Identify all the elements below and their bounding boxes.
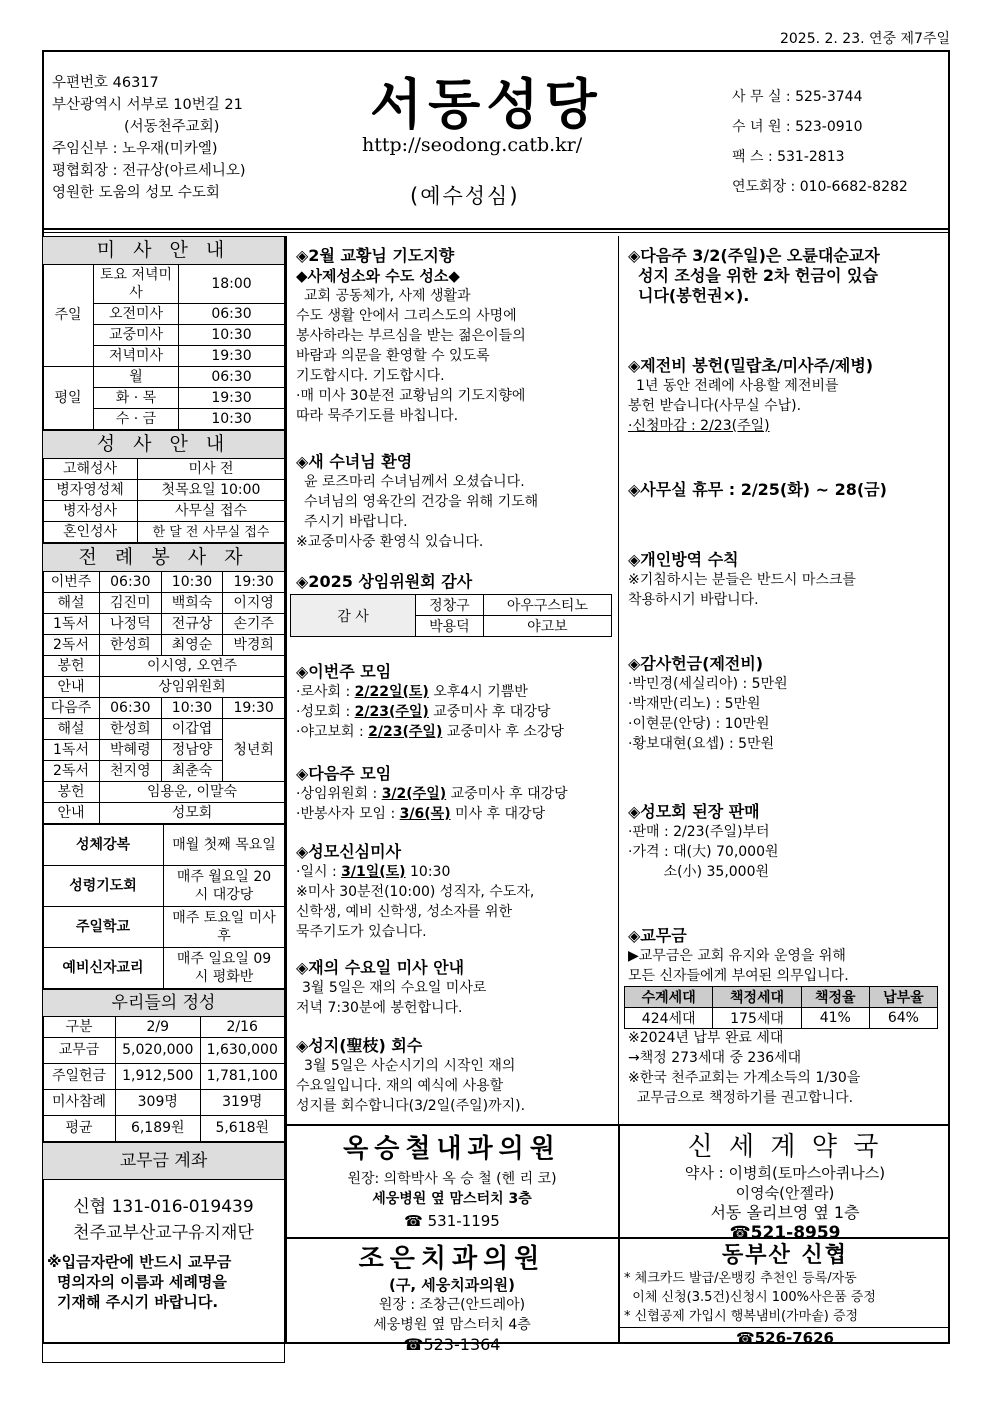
mass-time: 10:30 <box>179 325 285 346</box>
mass-date-time: 10:30 <box>405 864 451 880</box>
time: 10:30 <box>161 572 223 593</box>
meeting-name: 주일학교 <box>43 907 164 948</box>
ad-name: 조은치과의원 <box>358 1244 546 1274</box>
meeting-name: 예비신자교리 <box>43 948 164 989</box>
sacrament-table <box>42 430 285 543</box>
text-line: 윤 로즈마리 수녀님께서 오셨습니다. <box>304 474 525 490</box>
auditor-baptism: 아우구스티노 <box>483 595 611 616</box>
role: 1독서 <box>43 740 100 761</box>
text-line: ·판매 : 2/23(주일)부터 <box>628 824 770 840</box>
text-line: 교무금으로 책정하기를 권고합니다. <box>628 1090 854 1106</box>
meeting-time: 매주 토요일 미사 후 <box>164 907 285 948</box>
server: 이지영 <box>223 593 285 614</box>
offering-head: 2/16 <box>200 1017 285 1038</box>
column-divider-right <box>618 236 619 1124</box>
sacrament-name: 고해성사 <box>43 459 138 480</box>
donor-line: ·이현문(안당) : 10만원 <box>628 716 770 732</box>
text-line: 수도 생활 안에서 그리스도의 사명에 <box>296 308 517 324</box>
week-label: 이번주 <box>43 572 100 593</box>
meeting-time: 매월 첫째 목요일 <box>164 825 285 866</box>
memorial-phone: 연도회장 : 010-6682-8282 <box>732 179 908 195</box>
servers-title: 전 례 봉 사 자 <box>43 544 285 572</box>
mass-time: 18:00 <box>179 265 285 304</box>
mass-time: 06:30 <box>179 304 285 325</box>
meeting-time: 매주 일요일 09시 평화반 <box>164 948 285 989</box>
offering-value: 5,020,000 <box>116 1038 201 1064</box>
ad-line: 원장 : 조창근(안드레아) <box>378 1297 526 1313</box>
text-line: 수요일입니다. 재의 예식에 사용할 <box>296 1078 504 1094</box>
server: 최춘숙 <box>161 761 223 782</box>
meeting-label: ·상임위원회 : <box>296 786 382 802</box>
section-title: ◈재의 수요일 미사 안내 <box>296 958 465 977</box>
account-number: 신협 131-016-019439 <box>73 1197 254 1217</box>
mass-day: 월 <box>94 367 179 388</box>
offering-value: 5,618원 <box>200 1116 285 1142</box>
audit-table <box>290 594 612 637</box>
server: 한성희 <box>100 635 162 656</box>
ad-line: 서동 올리브영 옆 1층 <box>710 1203 860 1222</box>
ad-line: (구, 세웅치과의원) <box>388 1276 516 1294</box>
time: 19:30 <box>223 698 285 719</box>
section-title: ◈다음주 3/2(주일)은 오륜대순교자 <box>628 246 880 265</box>
dues-value: 41% <box>801 1008 869 1029</box>
offering-value: 1,912,500 <box>116 1064 201 1090</box>
text-line: →책정 273세대 중 236세대 <box>628 1050 802 1066</box>
dues-value: 424세대 <box>625 1008 713 1029</box>
section-title: ◈새 수녀님 환영 <box>296 452 413 471</box>
text-line: 기도합시다. 기도합시다. <box>296 368 445 384</box>
account-note-line: 기재해 주시기 바랍니다. <box>57 1293 219 1311</box>
role: 해설 <box>43 593 100 614</box>
meeting-detail: 교중미사 후 대강당 <box>428 704 551 720</box>
mass-date: 3/1일(토) <box>341 864 406 880</box>
dues-head: 책정율 <box>801 987 869 1008</box>
account-holder: 천주교부산교구유지재단 <box>73 1223 254 1243</box>
meeting-detail: 교중미사 후 소강당 <box>442 724 564 740</box>
time: 06:30 <box>100 698 162 719</box>
account-note <box>43 1252 284 1312</box>
auditor-baptism: 야고보 <box>483 616 611 637</box>
ad-phone: ☎521-8959 <box>729 1223 841 1243</box>
section-title: 니다(봉헌권×). <box>638 286 750 305</box>
text-line: 성지를 회수합니다(3/2일(주일)까지). <box>296 1098 526 1114</box>
mass-table <box>42 236 285 430</box>
ad-line: * 신협공제 가입시 행복냄비(가마솥) 증정 <box>624 1309 859 1324</box>
meeting-line <box>296 784 568 804</box>
account-note-line: ※입금자란에 반드시 교무금 <box>47 1253 232 1271</box>
text-line: 교회 공동체가, 사제 생활과 <box>304 288 471 304</box>
text-line: 묵주기도가 있습니다. <box>296 924 427 940</box>
dues-value: 64% <box>869 1008 937 1029</box>
meeting-name: 성령기도회 <box>43 866 164 907</box>
section-title: ◈성모신심미사 <box>296 842 402 861</box>
section-title: ◈제전비 봉헌(밀랍초/미사주/제병) <box>628 356 874 375</box>
fax: 팩 스 : 531-2813 <box>732 149 845 165</box>
offering-value: 6,189원 <box>116 1116 201 1142</box>
dues-notes <box>628 1028 860 1108</box>
donor-line: ·박재만(리노) : 5만원 <box>628 696 761 712</box>
office-phone: 사 무 실 : 525-3744 <box>732 89 863 105</box>
this-week-meetings <box>296 662 564 742</box>
text-line: ※기침하시는 분들은 반드시 마스크를 <box>628 572 856 588</box>
meeting-line <box>296 804 568 824</box>
text-line: 봉헌 받습니다(사무실 수납). <box>628 398 802 414</box>
church-dues <box>628 926 849 986</box>
ad-line: 원장: 의학박사 옥 승 철 (헨 리 코) <box>347 1171 557 1187</box>
server: 박경희 <box>223 635 285 656</box>
second-collection-notice <box>628 246 880 306</box>
text-line: ※미사 30분전(10:00) 성직자, 수도자, <box>296 884 535 900</box>
mass-time: 10:30 <box>179 409 285 430</box>
website-link[interactable]: http://seodong.catb.kr/ <box>362 134 583 156</box>
ad-line: 세웅병원 옆 맘스터치 4층 <box>373 1317 531 1333</box>
offering-label: 평균 <box>43 1116 116 1142</box>
mass-title: 미 사 안 내 <box>43 237 285 265</box>
motto: (예수성심) <box>410 184 520 208</box>
offering-label: 주일헌금 <box>43 1064 116 1090</box>
page-title: 서동성당 <box>370 73 603 136</box>
server: 전규상 <box>161 614 223 635</box>
address: 부산광역시 서부로 10번길 21 <box>52 97 243 113</box>
thanks-offering <box>628 654 788 754</box>
dues-head: 책정세대 <box>713 987 801 1008</box>
new-nun <box>296 452 538 552</box>
servers-table <box>42 543 285 824</box>
pastor: 주임신부 : 노우재(미카엘) <box>52 141 218 157</box>
ad-line: * 체크카드 발급/온뱅킹 추천인 등록/자동 <box>624 1271 857 1286</box>
section-title: ◈교무금 <box>628 926 687 945</box>
role: 해설 <box>43 719 100 740</box>
text-line: ·매 미사 30분전 교황님의 기도지향에 <box>296 388 526 404</box>
audit-section <box>296 572 472 592</box>
date-line: 2025. 2. 23. 연중 제7주일 <box>779 31 950 47</box>
mass-name: 저녁미사 <box>94 346 179 367</box>
text-line: 바람과 의문을 환영할 수 있도록 <box>296 348 490 364</box>
mass-day: 수 · 금 <box>94 409 179 430</box>
server: 한성희 <box>100 719 162 740</box>
header-contacts <box>732 82 908 202</box>
server: 손기주 <box>223 614 285 635</box>
marian-mass <box>296 842 534 942</box>
text-line: 주시기 바랍니다. <box>304 514 408 530</box>
left-column <box>42 236 285 1363</box>
offering-table <box>42 989 285 1142</box>
ad-dental-clinic <box>287 1238 617 1355</box>
header-divider-thin <box>42 232 950 233</box>
section-subtitle: ◆사제성소와 수도 성소◆ <box>296 267 460 285</box>
ad-name: 동부산 신협 <box>722 1243 848 1268</box>
dues-value: 175세대 <box>713 1008 801 1029</box>
section-title: ◈개인방역 수칙 <box>628 550 739 569</box>
mass-name: 오전미사 <box>94 304 179 325</box>
mass-name: 토요 저녁미사 <box>94 265 179 304</box>
account-title: 교무금 계좌 <box>43 1143 285 1180</box>
server: 상임위원회 <box>100 677 285 698</box>
mass-time: 19:30 <box>179 388 285 409</box>
server: 정남양 <box>161 740 223 761</box>
deadline: ·신청마감 : 2/23(주일) <box>628 418 770 434</box>
meeting-time: 매주 월요일 20시 대강당 <box>164 866 285 907</box>
text-line: 신학생, 예비 신학생, 성소자를 위한 <box>296 904 513 920</box>
sunday-label: 주일 <box>43 265 94 367</box>
section-title: ◈성모회 된장 판매 <box>628 802 760 821</box>
ad-pharmacy <box>620 1126 950 1243</box>
text-line: 착용하시기 바랍니다. <box>628 592 759 608</box>
ad-line: 이체 신청(3.5건)신청시 100%사은품 증정 <box>624 1290 876 1305</box>
section-title: ◈이번주 모임 <box>296 662 392 681</box>
text-line: ※교중미사중 환영식 있습니다. <box>296 534 484 550</box>
sacrament-title: 성 사 안 내 <box>43 431 285 459</box>
server: 이시영, 오연주 <box>100 656 285 677</box>
meeting-line <box>296 722 564 742</box>
ad-name: 옥승철내과의원 <box>343 1134 561 1164</box>
server: 나정덕 <box>100 614 162 635</box>
text-line: ▶교무금은 교회 유지와 운영을 위해 <box>628 948 846 964</box>
text-line: 봉사하라는 부르심을 받는 젊은이들의 <box>296 328 526 344</box>
account-body <box>43 1180 285 1363</box>
text-line: 저녁 7:30분에 봉헌합니다. <box>296 1000 463 1016</box>
donor-line: ·황보대현(요셉) : 5만원 <box>628 736 775 752</box>
mass-time: 06:30 <box>179 367 285 388</box>
zip-code: 우편번호 46317 <box>52 75 159 91</box>
time: 06:30 <box>100 572 162 593</box>
server: 박혜령 <box>100 740 162 761</box>
mass-date-line <box>296 862 534 882</box>
office-closed <box>628 480 887 500</box>
meeting-line <box>296 682 564 702</box>
server: 임용운, 이말숙 <box>100 782 285 803</box>
palm-collection <box>296 1036 525 1116</box>
meeting-label: ·로사회 : <box>296 684 355 700</box>
pope-intention <box>296 246 526 426</box>
ad-line: 세웅병원 옆 맘스터치 3층 <box>372 1191 532 1207</box>
section-title: ◈2025 상임위원회 감사 <box>296 572 473 591</box>
role: 안내 <box>43 677 100 698</box>
meeting-date: 2/22일(토) <box>354 684 429 700</box>
donor-line: ·박민경(세실리아) : 5만원 <box>628 676 788 692</box>
section-title: ◈성지(聖枝) 회수 <box>296 1036 423 1055</box>
covid-rules <box>628 550 856 610</box>
section-title: ◈2월 교황님 기도지향 <box>296 246 455 265</box>
meeting-date: 3/6(목) <box>399 806 451 822</box>
ad-line: 약사 : 이병희(토마스아퀴나스) <box>684 1164 886 1182</box>
dues-head: 납부율 <box>869 987 937 1008</box>
sacrament-name: 혼인성사 <box>43 522 138 543</box>
server: 백희숙 <box>161 593 223 614</box>
week-label: 다음주 <box>43 698 100 719</box>
server: 천지영 <box>100 761 162 782</box>
offering-value: 1,781,100 <box>200 1064 285 1090</box>
mass-name: 교중미사 <box>94 325 179 346</box>
ad-internal-clinic <box>287 1128 617 1231</box>
section-title: ◈다음주 모임 <box>296 764 392 783</box>
meeting-label: ·반봉사자 모임 : <box>296 806 400 822</box>
weekday-label: 평일 <box>43 367 94 430</box>
offering-head: 구분 <box>43 1017 116 1038</box>
dues-head: 수계세대 <box>625 987 713 1008</box>
church-name-sub: (서동천주교회) <box>124 119 220 135</box>
role: 2독서 <box>43 761 100 782</box>
role: 1독서 <box>43 614 100 635</box>
auditor-name: 정창구 <box>416 595 484 616</box>
sacrament-info: 한 달 전 사무실 접수 <box>138 522 285 543</box>
header-left <box>52 72 246 204</box>
server: 최영순 <box>161 635 223 656</box>
text-line: 모든 신자들에게 부여된 의무입니다. <box>628 968 849 984</box>
meeting-detail: 오후4시 기쁨반 <box>428 684 528 700</box>
youth-group: 청년회 <box>223 719 285 782</box>
mass-date-label: ·일시 : <box>296 864 342 880</box>
account-box <box>42 1142 285 1363</box>
role: 안내 <box>43 803 100 824</box>
meeting-name: 성체강복 <box>43 825 164 866</box>
doenjang-sale <box>628 802 779 882</box>
offering-title: 우리들의 정성 <box>43 990 285 1017</box>
offering-label: 미사참례 <box>43 1090 116 1116</box>
text-line: 따라 묵주기도를 바칩니다. <box>296 408 459 424</box>
text-line: 3월 5일은 재의 수요일 미사로 <box>302 980 487 996</box>
religious-order: 영원한 도움의 성모 수도회 <box>52 185 220 201</box>
section-title: ◈사무실 휴무 : 2/25(화) ~ 28(금) <box>628 480 887 499</box>
server: 김진미 <box>100 593 162 614</box>
section-title: ◈감사헌금(제전비) <box>628 654 764 673</box>
server: 이갑엽 <box>161 719 223 740</box>
offering-label: 교무금 <box>43 1038 116 1064</box>
text-line: ※한국 천주교회는 가계소득의 1/30을 <box>628 1070 861 1086</box>
auditor-name: 박용덕 <box>416 616 484 637</box>
audit-label: 감 사 <box>291 595 416 637</box>
ad-credit-union <box>620 1238 950 1348</box>
convent-phone: 수 녀 원 : 523-0910 <box>732 119 863 135</box>
sacrament-info: 사무실 접수 <box>138 501 285 522</box>
role: 2독서 <box>43 635 100 656</box>
text-line: ·가격 : 대(大) 70,000원 <box>628 844 779 860</box>
offering-value: 1,630,000 <box>200 1038 285 1064</box>
ad-name: 신 세 계 약 국 <box>687 1132 883 1162</box>
ad-line: 이영숙(안젤라) <box>735 1184 835 1202</box>
meeting-detail: 미사 후 대강당 <box>450 806 546 822</box>
ad-phone: ☎ 531-1195 <box>404 1212 500 1230</box>
meeting-date: 2/23(주일) <box>368 724 443 740</box>
mass-time: 19:30 <box>179 346 285 367</box>
meeting-label: ·성모회 : <box>296 704 355 720</box>
role: 봉헌 <box>43 782 100 803</box>
account-note-line: 명의자의 이름과 세례명을 <box>57 1273 227 1291</box>
ash-wednesday <box>296 958 486 1018</box>
server: 성모회 <box>100 803 285 824</box>
time: 10:30 <box>161 698 223 719</box>
meetings-table <box>42 824 285 989</box>
sacrament-name: 병자영성체 <box>43 480 138 501</box>
offering-value: 319명 <box>200 1090 285 1116</box>
text-line: 1년 동안 전례에 사용할 제전비를 <box>636 378 839 394</box>
time: 19:30 <box>223 572 285 593</box>
dues-table <box>624 986 938 1029</box>
sacrament-info: 미사 전 <box>138 459 285 480</box>
next-week-meetings <box>296 764 568 824</box>
meeting-date: 3/2(주일) <box>381 786 447 802</box>
sacrament-info: 첫목요일 10:00 <box>138 480 285 501</box>
mass-day: 화 · 목 <box>94 388 179 409</box>
offering-value: 309명 <box>116 1090 201 1116</box>
text-line: 수녀님의 영육간의 건강을 위해 기도해 <box>304 494 539 510</box>
text-line: ※2024년 납부 완료 세대 <box>628 1030 784 1046</box>
supplies-offering <box>628 356 873 436</box>
header-divider <box>42 228 950 230</box>
ad-phone: ☎526-7626 <box>620 1327 950 1348</box>
meeting-label: ·야고보회 : <box>296 724 369 740</box>
ad-phone: ☎523-1364 <box>403 1335 501 1354</box>
offering-head: 2/9 <box>116 1017 201 1038</box>
meeting-detail: 교중미사 후 대강당 <box>446 786 568 802</box>
council-president: 평협회장 : 전규상(아르세니오) <box>52 163 246 179</box>
meeting-date: 2/23(주일) <box>354 704 429 720</box>
role: 봉헌 <box>43 656 100 677</box>
meeting-line <box>296 702 564 722</box>
sacrament-name: 병자성사 <box>43 501 138 522</box>
text-line: 소(小) 35,000원 <box>628 864 770 880</box>
text-line: 3월 5일은 사순시기의 시작인 재의 <box>304 1058 516 1074</box>
section-title: 성지 조성을 위한 2차 헌금이 있습 <box>638 266 878 285</box>
